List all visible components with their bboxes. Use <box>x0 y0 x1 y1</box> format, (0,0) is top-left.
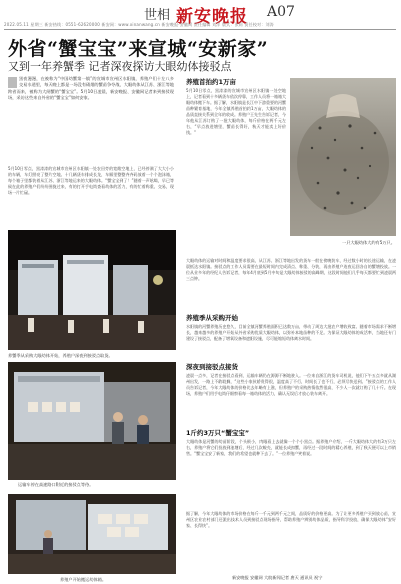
page-number: A07 <box>267 4 295 20</box>
trucks-illustration <box>8 230 176 350</box>
mid-text: 大眼幼体的运输对时间和温度要求很高，从江苏、浙江等地出发的货车一般在傍晚装车，经过数小时的长途运输，在凌晨抵达水阳镇。接驳点的工作人员需要在最短时间内完成清点、称重、分装，再由养殖户连夜运回各自的蟹塘投放。一位从业多年的经纪人告诉记者，每年4月底到5月中旬是大眼幼体接驳的高峰期，这段时间他们几乎每天都要忙到凌晨两三点钟。 <box>186 258 396 281</box>
purchase-text: 水阳镇的河蟹养殖历史悠久，目前全镇河蟹养殖面积已达数万亩，带动了周边大批农户增收致富。随着市场需求不断增长，越来越多的养殖户开始从外省采购优质大眼幼体，以弥补本地苗种的不足。为保证大眼幼体的成活率，当地还专门建设了接驳点，配备了增氧设备和遮阳设施，尽可能缩短幼体离水时间。 <box>186 324 396 341</box>
larvae-illustration <box>290 78 396 236</box>
price-text: 据了解，今年大眼幼体的市场价格在每斤一千元到两千元之间，品质好的价格更高。为了让更多养殖户买到放心苗，宣州区农业农村部门还派出技术人员到接驳点现场指导，帮助养殖户辨别幼体品质，指导科学投放，确保大眼幼体“安好家、长得快”。 <box>186 511 396 528</box>
newspaper-logo: 新安晚报 <box>176 7 248 27</box>
section-name: 世相 <box>144 8 171 23</box>
unloading-illustration <box>8 494 176 574</box>
count-text: 大眼幼体是河蟹的幼苗阶段，个头极小，肉眼看上去就像一个个小黑点。据养殖户介绍，一斤大眼幼体大约有3万只左右，养殖户将它们投放到池塘后，经过几次蜕壳，就能长成扣蟹，再经过一段时间的精心养殖，到了秋天便可以上市销售。“蟹宝宝安了新家，我们的希望也就种下去了。”一位养殖户笑着说。 <box>186 439 396 456</box>
crab-larvae-photo <box>290 78 396 236</box>
byline: 新安晚报 安徽网 大皖新闻记者 唐天 通讯员 祝宁 <box>232 575 323 580</box>
unloading-photo <box>8 494 176 574</box>
col1-text: 5月10日零点，黑漆漆的宣城市宣州区水阳镇一处农田旁的宽敞空地上，已经停满了大大小小的车辆，车灯照亮了整片空地。十几辆货车排成长龙，车厢里整整齐齐码放着一个个泡沫箱，每个箱子里都装着从江苏、浙江等地运来的大眼幼体。“蟹宝宝到了！”随着一声吆喝，早已等候在此的养殖户们纷纷围拢过来，有的打开手电筒查看幼体的活力，有的忙着称重、交易，现场一片忙碌。 <box>8 166 174 195</box>
dropcap <box>8 77 17 88</box>
photo1-caption: 一只大眼幼体大约有5万只。 <box>342 240 395 245</box>
photo2-caption: 养蟹季从采购大眼幼体开始，养殖户深夜到接驳点取货。 <box>8 353 113 358</box>
lead-text: 黑夜漫漫，在被称为“中国幼蟹第一镇”的宣城市宣州区水阳镇，养殖户们十左八多交易水道里，每天晚上都是一场没有硝烟的蟹苗争夺战，大眼幼体从江苏、浙江等地跨省而来，被称为大闸蟹的“蟹宝宝”。5月10日凌晨，新安晚报、安徽网记者来到接驳现场，采访这些来自外省的“蟹宝宝”如何安家。 <box>8 76 174 100</box>
masthead-rule <box>4 29 396 30</box>
section-heading-delivery: 深夜到接驳点接货 <box>186 363 238 371</box>
col2-text: 5月10日零点，黑漆漆的宣城市宣州区水阳镇一处空地上，记者看到十多辆货车依次停靠，工作人员将一箱箱大眼幼体搬下车。据了解，水阳镇是长江中下游重要的河蟹苗种繁育基地，今年全镇养殖首拍约1万亩，大眼幼体的品质直接关系到全年的收成。养殖户王先生告诉记者，今年他从江苏订购了一批大眼幼体，每斤价格在两千元左右，“早点放进塘里，蟹苗长得好，秋天才能卖上好价钱。” <box>186 88 286 135</box>
truck-workers-photo <box>8 362 176 480</box>
photo4-caption: 养殖户开始搬运幼体箱。 <box>60 577 107 582</box>
masthead-meta: 2022.05.11 星期三 新安热线：0551-62620000 新安网：www.xinanwang.cn 新安晚报·安徽网 责任编辑 刘洋 版式：张莉 责任校对：刘涛 <box>4 22 274 27</box>
delivery-text: 凌晨一点多，记者在接驳点看到，运输车辆仍在源源不断地驶入。一位来自浙江的货车司机说，他们下午五点多就从湖州出发，一路上不敢耽搁，“这些小家伙娇贵得很，温度高了不行，时间长了也不行，必须尽快送到。”接驳点的工作人员告诉记者，今年大眼幼体的价格比去年略有上涨，但养殖户的采购热情依然很高，不少人一次就订购了几十斤。在现场，养殖户们用手电筒仔细察看每一箱幼体的活力，确认无误后才放心装车离开。 <box>186 373 396 396</box>
photo3-caption: 运输车停在高速路口附近的接驳点等待。 <box>18 482 94 487</box>
subheadline: 又到一年养蟹季 记者深夜探访大眼幼体接驳点 <box>8 60 232 73</box>
headline: 外省“蟹宝宝”来宣城“安新家” <box>8 38 269 60</box>
section-heading-count: 1斤约3万只“蟹宝宝” <box>186 429 250 437</box>
section-heading-first: 养殖首拍约1万亩 <box>186 78 237 86</box>
trucks-night-photo <box>8 230 176 350</box>
section-heading-purchase: 养殖季从采购开始 <box>186 314 238 322</box>
lead-paragraph <box>8 76 174 166</box>
workers-illustration <box>8 362 176 480</box>
